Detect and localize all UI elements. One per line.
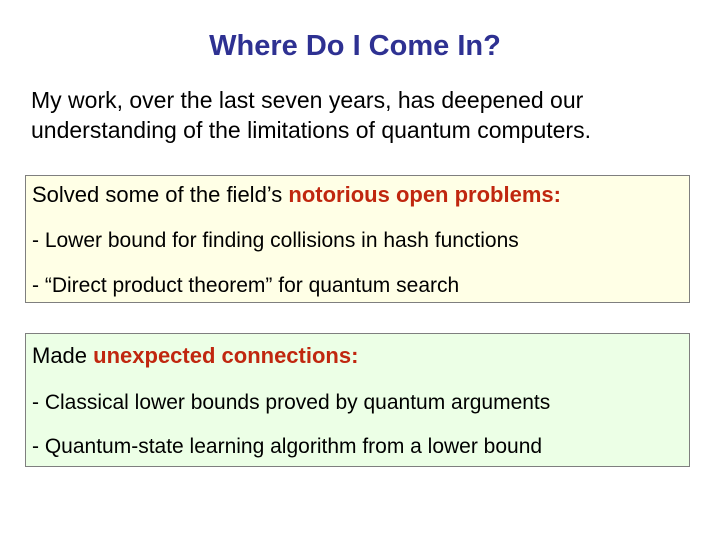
- open-problems-highlight: notorious open problems:: [288, 182, 561, 207]
- intro-line-1: My work, over the last seven years, has deepened our: [31, 87, 584, 113]
- connections-highlight: unexpected connections:: [93, 343, 359, 368]
- connections-heading: [32, 342, 358, 370]
- list-item-collisions: - Lower bound for finding collisions in hash functions: [32, 229, 519, 252]
- connections-lead: Made: [32, 343, 94, 368]
- slide-title: Where Do I Come In?: [209, 30, 501, 62]
- open-problems-box: [25, 175, 690, 303]
- open-problems-lead: Solved some of the field’s: [32, 182, 289, 207]
- open-problems-heading: [32, 181, 561, 209]
- connections-box: [25, 333, 690, 467]
- intro-paragraph: [31, 85, 691, 145]
- list-item-classical-bounds: - Classical lower bounds proved by quantum arguments: [32, 391, 551, 414]
- intro-line-2: understanding of the limitations of quantum computers.: [31, 117, 591, 143]
- list-item-state-learning: - Quantum-state learning algorithm from a lower bound: [32, 435, 543, 458]
- list-item-direct-product: - “Direct product theorem” for quantum search: [32, 274, 460, 297]
